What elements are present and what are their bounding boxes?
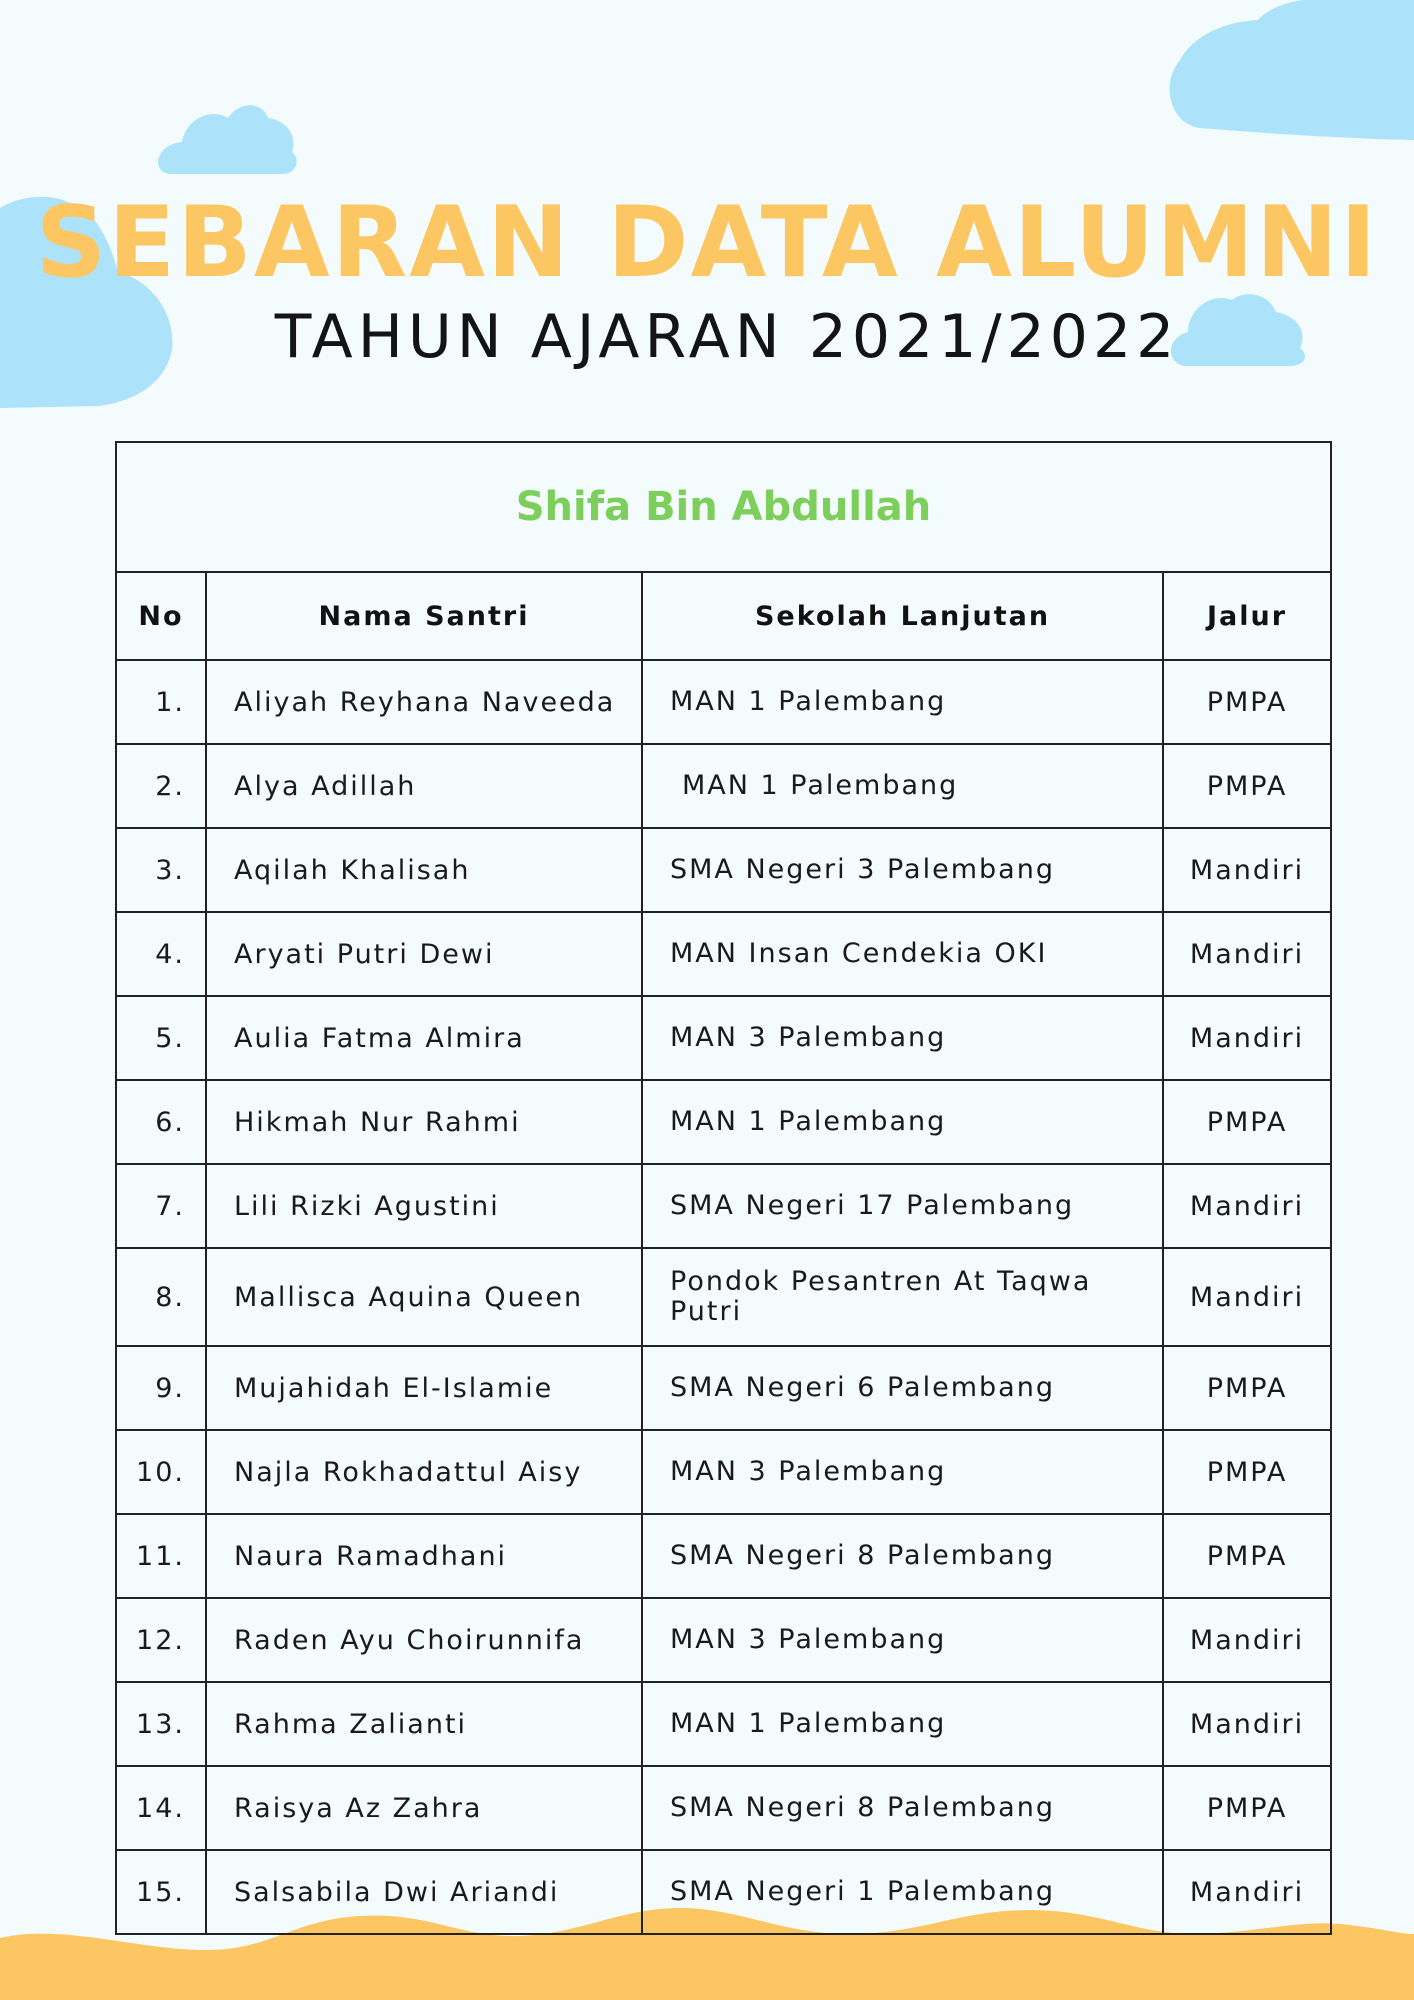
- cell-sekolah-text: MAN 1 Palembang: [682, 770, 959, 801]
- cell-nama: Aulia Fatma Almira: [206, 996, 642, 1080]
- table-row: [116, 1346, 1331, 1430]
- cell-sekolah: Pondok Pesantren At Taqwa Putri: [642, 1248, 1163, 1346]
- cell-jalur: Mandiri: [1163, 996, 1331, 1080]
- table-row: [116, 912, 1331, 996]
- cell-sekolah: SMA Negeri 8 Palembang: [642, 1766, 1163, 1850]
- cell-jalur: Mandiri: [1163, 828, 1331, 912]
- column-header-no: No: [116, 572, 206, 660]
- cell-jalur: PMPA: [1163, 1080, 1331, 1164]
- cell-no: 11.: [116, 1514, 206, 1598]
- table-row: [116, 660, 1331, 744]
- cell-nama: Salsabila Dwi Ariandi: [206, 1850, 642, 1934]
- cell-sekolah: MAN 3 Palembang: [642, 1598, 1163, 1682]
- table-row: [116, 1682, 1331, 1766]
- cell-no: 1.: [116, 660, 206, 744]
- cell-nama: Mallisca Aquina Queen: [206, 1248, 642, 1346]
- cell-nama: Alya Adillah: [206, 744, 642, 828]
- cell-no: 15.: [116, 1850, 206, 1934]
- cell-nama: Najla Rokhadattul Aisy: [206, 1430, 642, 1514]
- table-row: [116, 1766, 1331, 1850]
- cell-no: 7.: [116, 1164, 206, 1248]
- table-row: [116, 1080, 1331, 1164]
- cell-sekolah: MAN 3 Palembang: [642, 996, 1163, 1080]
- cell-sekolah: MAN 3 Palembang: [642, 1430, 1163, 1514]
- cell-no: 5.: [116, 996, 206, 1080]
- cell-no: 10.: [116, 1430, 206, 1514]
- cell-no: 8.: [116, 1248, 206, 1346]
- cell-sekolah: MAN Insan Cendekia OKI: [642, 912, 1163, 996]
- page-title: SEBARAN DATA ALUMNI: [35, 186, 1379, 300]
- page-subtitle: TAHUN AJARAN 2021/2022: [274, 302, 1180, 372]
- cell-sekolah: MAN 1 Palembang: [642, 1080, 1163, 1164]
- column-header-nama: Nama Santri: [206, 572, 642, 660]
- cell-nama: Naura Ramadhani: [206, 1514, 642, 1598]
- table-row: [116, 1430, 1331, 1514]
- table-caption: Shifa Bin Abdullah: [116, 442, 1331, 572]
- cell-nama: Aliyah Reyhana Naveeda: [206, 660, 642, 744]
- cell-jalur: PMPA: [1163, 1514, 1331, 1598]
- cell-jalur: PMPA: [1163, 1430, 1331, 1514]
- cloud-top-right: [1170, 0, 1414, 140]
- table-row: [116, 1164, 1331, 1248]
- cell-sekolah: SMA Negeri 8 Palembang: [642, 1514, 1163, 1598]
- table-row: [116, 1598, 1331, 1682]
- cell-sekolah: SMA Negeri 17 Palembang: [642, 1164, 1163, 1248]
- column-header-jalur: Jalur: [1163, 572, 1331, 660]
- table-row: [116, 996, 1331, 1080]
- cell-nama: Rahma Zalianti: [206, 1682, 642, 1766]
- cell-nama: Aryati Putri Dewi: [206, 912, 642, 996]
- cell-no: 12.: [116, 1598, 206, 1682]
- cell-sekolah: SMA Negeri 3 Palembang: [642, 828, 1163, 912]
- cell-sekolah: SMA Negeri 1 Palembang: [642, 1850, 1163, 1934]
- cell-nama: Raden Ayu Choirunnifa: [206, 1598, 642, 1682]
- cell-jalur: PMPA: [1163, 660, 1331, 744]
- cell-jalur: Mandiri: [1163, 1598, 1331, 1682]
- cell-nama: Lili Rizki Agustini: [206, 1164, 642, 1248]
- cell-no: 2.: [116, 744, 206, 828]
- cell-no: 3.: [116, 828, 206, 912]
- table-row: [116, 828, 1331, 912]
- cell-jalur: Mandiri: [1163, 1682, 1331, 1766]
- cell-nama: Hikmah Nur Rahmi: [206, 1080, 642, 1164]
- cell-no: 9.: [116, 1346, 206, 1430]
- table-header-row: [116, 572, 1331, 660]
- cell-nama: Mujahidah El-Islamie: [206, 1346, 642, 1430]
- cell-sekolah: SMA Negeri 6 Palembang: [642, 1346, 1163, 1430]
- alumni-table: [115, 441, 1332, 1935]
- cloud-small-left: [158, 105, 296, 174]
- table-row: [116, 1248, 1331, 1346]
- cell-nama: Aqilah Khalisah: [206, 828, 642, 912]
- cell-jalur: PMPA: [1163, 1766, 1331, 1850]
- column-header-sekolah: Sekolah Lanjutan: [642, 572, 1163, 660]
- table-row: [116, 1850, 1331, 1934]
- cell-jalur: Mandiri: [1163, 1164, 1331, 1248]
- cell-no: 13.: [116, 1682, 206, 1766]
- table-row: [116, 1514, 1331, 1598]
- cell-jalur: Mandiri: [1163, 912, 1331, 996]
- cell-no: 4.: [116, 912, 206, 996]
- cell-nama: Raisya Az Zahra: [206, 1766, 642, 1850]
- table-row: [116, 744, 1331, 828]
- cell-jalur: Mandiri: [1163, 1850, 1331, 1934]
- cell-sekolah: MAN 1 Palembang: [642, 660, 1163, 744]
- cell-no: 6.: [116, 1080, 206, 1164]
- cell-sekolah: [642, 744, 1163, 828]
- cell-sekolah: MAN 1 Palembang: [642, 1682, 1163, 1766]
- cell-jalur: Mandiri: [1163, 1248, 1331, 1346]
- cell-jalur: PMPA: [1163, 1346, 1331, 1430]
- cell-jalur: PMPA: [1163, 744, 1331, 828]
- cell-no: 14.: [116, 1766, 206, 1850]
